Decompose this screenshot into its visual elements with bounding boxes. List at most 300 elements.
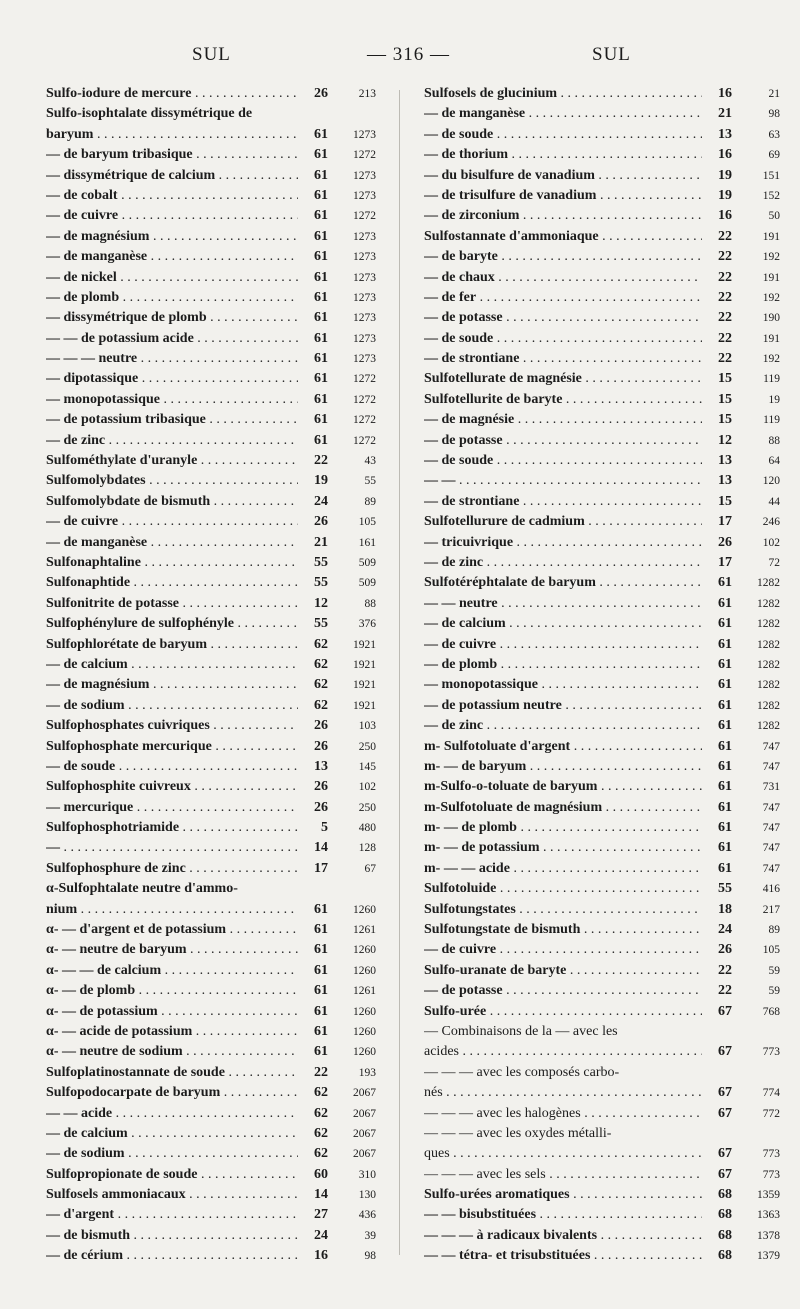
index-entry bbox=[424, 1044, 780, 1064]
entry-label: — de calcium . . . bbox=[46, 1126, 298, 1142]
entry-volume: 26 bbox=[314, 779, 328, 795]
entry-label: m-Sulfotoluate de magnésium . . . bbox=[424, 800, 702, 816]
entry-page: 67 bbox=[364, 862, 376, 875]
entry-label: — — — avec les composés carbo- bbox=[424, 1064, 620, 1080]
index-column-right bbox=[424, 86, 780, 1269]
index-entry bbox=[424, 637, 780, 657]
entry-page: 747 bbox=[762, 842, 780, 855]
entry-label: — — acide . . . bbox=[46, 1106, 298, 1122]
index-entry bbox=[424, 433, 780, 453]
entry-volume: 55 bbox=[314, 554, 328, 570]
entry-volume: 21 bbox=[718, 106, 732, 122]
entry-page: 1273 bbox=[353, 230, 376, 243]
entry-page: 1273 bbox=[353, 332, 376, 345]
entry-label: — du bisulfure de vanadium . . . bbox=[424, 168, 702, 184]
index-entry bbox=[424, 1106, 780, 1126]
entry-volume: 55 bbox=[314, 616, 328, 632]
entry-label: — de magnésium . . . bbox=[46, 229, 298, 245]
entry-page: 191 bbox=[762, 271, 780, 284]
entry-volume: 62 bbox=[314, 1105, 328, 1121]
index-entry bbox=[424, 473, 780, 493]
entry-label: — de cuivre . . . bbox=[46, 208, 298, 224]
entry-label: — de manganèse . . . bbox=[46, 535, 298, 551]
entry-volume: 16 bbox=[718, 147, 732, 163]
entry-label: — de potasse . . . bbox=[424, 983, 702, 999]
entry-volume: 67 bbox=[718, 1146, 732, 1162]
entry-volume: 62 bbox=[314, 636, 328, 652]
entry-label: — monopotassique . . . bbox=[424, 677, 702, 693]
entry-page: 1379 bbox=[757, 1250, 780, 1263]
entry-label: Sulfo-isophtalate dissymétrique de bbox=[46, 106, 253, 122]
entry-label: — de soude . . . bbox=[46, 759, 298, 775]
entry-label: Sulfo-urées aromatiques . . . bbox=[424, 1187, 702, 1203]
entry-volume: 26 bbox=[718, 534, 732, 550]
index-entry bbox=[424, 861, 780, 881]
entry-volume: 19 bbox=[718, 187, 732, 203]
entry-page: 1282 bbox=[757, 638, 780, 651]
index-entry bbox=[424, 86, 780, 106]
entry-volume: 22 bbox=[314, 1064, 328, 1080]
entry-page: 774 bbox=[762, 1087, 780, 1100]
entry-volume: 61 bbox=[314, 269, 328, 285]
entry-volume: 68 bbox=[718, 1227, 732, 1243]
entry-page: 105 bbox=[358, 516, 376, 529]
entry-page: 773 bbox=[762, 1168, 780, 1181]
entry-page: 102 bbox=[358, 781, 376, 794]
entry-volume: 62 bbox=[314, 1146, 328, 1162]
entry-page: 103 bbox=[358, 720, 376, 733]
entry-label: nium . . . bbox=[46, 902, 298, 918]
entry-label: — de calcium . . . bbox=[46, 657, 298, 673]
entry-volume: 27 bbox=[314, 1207, 328, 1223]
index-entry bbox=[46, 596, 376, 616]
page-header bbox=[0, 38, 800, 72]
entry-page: 190 bbox=[762, 312, 780, 325]
entry-page: 747 bbox=[762, 740, 780, 753]
index-entry bbox=[424, 983, 780, 1003]
index-entry bbox=[424, 514, 780, 534]
entry-page: 731 bbox=[762, 781, 780, 794]
entry-page: 89 bbox=[768, 924, 780, 937]
entry-volume: 68 bbox=[718, 1187, 732, 1203]
entry-label: Sulfophosphotriamide . . . bbox=[46, 820, 298, 836]
index-entry bbox=[424, 616, 780, 636]
index-entry bbox=[46, 453, 376, 473]
index-entry bbox=[424, 1126, 780, 1146]
entry-page: 416 bbox=[762, 883, 780, 896]
entry-volume: 60 bbox=[314, 1166, 328, 1182]
entry-label: Sulfophlorétate de baryum . . . bbox=[46, 637, 298, 653]
entry-label: — de baryum tribasique . . . bbox=[46, 147, 298, 163]
entry-page: 128 bbox=[358, 842, 376, 855]
entry-label: Sulfotellurure de cadmium . . . bbox=[424, 514, 702, 530]
entry-label: — de calcium . . . bbox=[424, 616, 702, 632]
entry-volume: 13 bbox=[718, 473, 732, 489]
entry-volume: 12 bbox=[718, 432, 732, 448]
index-entry bbox=[46, 1085, 376, 1105]
entry-volume: 61 bbox=[314, 1023, 328, 1039]
entry-volume: 26 bbox=[314, 718, 328, 734]
entry-page: 1260 bbox=[353, 1025, 376, 1038]
entry-volume: 61 bbox=[718, 820, 732, 836]
entry-page: 2067 bbox=[353, 1127, 376, 1140]
entry-volume: 67 bbox=[718, 1105, 732, 1121]
entry-volume: 24 bbox=[314, 1227, 328, 1243]
index-entry bbox=[424, 127, 780, 147]
index-entry bbox=[46, 535, 376, 555]
index-entry bbox=[424, 1024, 780, 1044]
entry-page: 105 bbox=[762, 944, 780, 957]
entry-label: Sulfotoluide . . . bbox=[424, 881, 702, 897]
entry-volume: 13 bbox=[718, 453, 732, 469]
index-entry bbox=[46, 1004, 376, 1024]
entry-volume: 67 bbox=[718, 1044, 732, 1060]
entry-page: 747 bbox=[762, 801, 780, 814]
index-entry bbox=[46, 820, 376, 840]
entry-label: Sulfoplatinostannate de soude . . . bbox=[46, 1065, 298, 1081]
entry-label: α- — d'argent et de potassium . . . bbox=[46, 922, 298, 938]
entry-label: — de cuivre . . . bbox=[424, 637, 702, 653]
index-entry bbox=[46, 351, 376, 371]
index-entry bbox=[424, 1228, 780, 1248]
entry-page: 1261 bbox=[353, 985, 376, 998]
entry-page: 59 bbox=[768, 985, 780, 998]
index-entry bbox=[424, 351, 780, 371]
entry-page: 119 bbox=[763, 414, 780, 427]
entry-page: 161 bbox=[358, 536, 376, 549]
index-entry bbox=[46, 127, 376, 147]
entry-page: 310 bbox=[358, 1168, 376, 1181]
entry-volume: 22 bbox=[718, 962, 732, 978]
entry-label: Sulfonaphtaline . . . bbox=[46, 555, 298, 571]
index-entry bbox=[46, 555, 376, 575]
entry-label: Sulfomolybdate de bismuth . . . bbox=[46, 494, 298, 510]
entry-label: — de zinc . . . bbox=[46, 433, 298, 449]
entry-page: 1921 bbox=[353, 638, 376, 651]
entry-label: — de fer . . . bbox=[424, 290, 702, 306]
entry-page: 509 bbox=[358, 577, 376, 590]
entry-label: — tricuivrique . . . bbox=[424, 535, 702, 551]
entry-page: 21 bbox=[768, 88, 780, 100]
entry-volume: 61 bbox=[314, 228, 328, 244]
entry-page: 1260 bbox=[353, 944, 376, 957]
entry-volume: 61 bbox=[314, 167, 328, 183]
entry-volume: 26 bbox=[314, 514, 328, 530]
entry-page: 120 bbox=[762, 475, 780, 488]
entry-page: 1272 bbox=[353, 414, 376, 427]
entry-volume: 61 bbox=[718, 840, 732, 856]
entry-volume: 61 bbox=[314, 289, 328, 305]
index-entry bbox=[46, 1207, 376, 1227]
entry-page: 59 bbox=[768, 964, 780, 977]
index-entry bbox=[46, 392, 376, 412]
entry-page: 102 bbox=[762, 536, 780, 549]
entry-volume: 61 bbox=[314, 147, 328, 163]
entry-volume: 62 bbox=[314, 697, 328, 713]
index-entry bbox=[424, 310, 780, 330]
entry-label: m- — de potassium . . . bbox=[424, 840, 702, 856]
entry-volume: 26 bbox=[718, 942, 732, 958]
entry-label: — de trisulfure de vanadium . . . bbox=[424, 188, 702, 204]
entry-label: — dissymétrique de calcium . . . bbox=[46, 168, 298, 184]
entry-label: Sulfomolybdates . . . bbox=[46, 473, 298, 489]
entry-volume: 22 bbox=[718, 269, 732, 285]
entry-label: Sulfotungstates . . . bbox=[424, 902, 702, 918]
entry-page: 250 bbox=[358, 740, 376, 753]
entry-label: α- — neutre de baryum . . . bbox=[46, 942, 298, 958]
entry-label: — — de potassium acide . . . bbox=[46, 331, 298, 347]
entry-label: m- — de baryum . . . bbox=[424, 759, 702, 775]
index-entry bbox=[424, 718, 780, 738]
entry-volume: 61 bbox=[718, 656, 732, 672]
entry-label: — — — avec les sels . . . bbox=[424, 1167, 702, 1183]
entry-label: — de soude . . . bbox=[424, 331, 702, 347]
entry-page: 152 bbox=[762, 189, 780, 202]
entry-label: ques . . . bbox=[424, 1146, 702, 1162]
index-entry bbox=[424, 1187, 780, 1207]
entry-label: Sulfotellurite de baryte . . . bbox=[424, 392, 702, 408]
index-entry bbox=[46, 514, 376, 534]
index-entry bbox=[46, 637, 376, 657]
entry-label: Sulfophosphite cuivreux . . . bbox=[46, 779, 298, 795]
entry-page: 130 bbox=[358, 1189, 376, 1202]
index-entry bbox=[424, 168, 780, 188]
entry-page: 72 bbox=[768, 556, 780, 569]
entry-volume: 61 bbox=[314, 922, 328, 938]
entry-volume: 68 bbox=[718, 1248, 732, 1264]
entry-volume: 61 bbox=[314, 187, 328, 203]
index-entry bbox=[424, 412, 780, 432]
entry-page: 1363 bbox=[757, 1209, 780, 1222]
index-entry bbox=[46, 249, 376, 269]
entry-page: 44 bbox=[768, 495, 780, 508]
entry-volume: 22 bbox=[718, 983, 732, 999]
page-number: — 316 — bbox=[367, 44, 450, 65]
entry-volume: 16 bbox=[718, 86, 732, 101]
entry-label: — de cuivre . . . bbox=[424, 942, 702, 958]
entry-page: 1260 bbox=[353, 1046, 376, 1059]
entry-label: α-Sulfophtalate neutre d'ammo- bbox=[46, 881, 238, 897]
index-entry bbox=[424, 1065, 780, 1085]
entry-volume: 15 bbox=[718, 412, 732, 428]
index-entry bbox=[424, 392, 780, 412]
entry-label: Sulfopodocarpate de baryum . . . bbox=[46, 1085, 298, 1101]
entry-volume: 26 bbox=[314, 738, 328, 754]
index-entry bbox=[46, 188, 376, 208]
entry-volume: 26 bbox=[314, 86, 328, 101]
entry-page: 192 bbox=[762, 353, 780, 366]
entry-label: — de magnésium . . . bbox=[46, 677, 298, 693]
entry-volume: 15 bbox=[718, 391, 732, 407]
entry-page: 19 bbox=[768, 393, 780, 406]
entry-page: 1921 bbox=[353, 699, 376, 712]
entry-volume: 22 bbox=[718, 249, 732, 265]
entry-page: 1282 bbox=[757, 720, 780, 733]
index-entry bbox=[424, 371, 780, 391]
entry-label: — de nickel . . . bbox=[46, 270, 298, 286]
entry-label: — de thorium . . . bbox=[424, 147, 702, 163]
entry-page: 1359 bbox=[757, 1189, 780, 1202]
index-entry bbox=[424, 555, 780, 575]
index-entry bbox=[46, 861, 376, 881]
entry-label: Sulfophosphates cuivriques . . . bbox=[46, 718, 298, 734]
entry-volume: 22 bbox=[718, 330, 732, 346]
index-entry bbox=[424, 739, 780, 759]
index-entry bbox=[424, 575, 780, 595]
entry-page: 2067 bbox=[353, 1107, 376, 1120]
entry-volume: 55 bbox=[314, 575, 328, 591]
entry-label: Sulfosels de glucinium . . . bbox=[424, 86, 702, 102]
entry-label: Sulfo-urée . . . bbox=[424, 1004, 702, 1020]
entry-label: Sulfophosphure de zinc . . . bbox=[46, 861, 298, 877]
index-entry bbox=[424, 1248, 780, 1268]
entry-page: 151 bbox=[762, 169, 780, 182]
entry-label: — de strontiane . . . bbox=[424, 494, 702, 510]
entry-volume: 61 bbox=[314, 942, 328, 958]
entry-page: 768 bbox=[762, 1005, 780, 1018]
entry-volume: 55 bbox=[718, 881, 732, 897]
entry-volume: 19 bbox=[314, 473, 328, 489]
index-entry bbox=[424, 208, 780, 228]
entry-volume: 22 bbox=[718, 351, 732, 367]
entry-volume: 61 bbox=[718, 697, 732, 713]
entry-volume: 61 bbox=[314, 126, 328, 142]
entry-volume: 61 bbox=[314, 391, 328, 407]
entry-volume: 61 bbox=[314, 310, 328, 326]
entry-volume: 61 bbox=[314, 962, 328, 978]
entry-volume: 15 bbox=[718, 493, 732, 509]
entry-volume: 21 bbox=[314, 534, 328, 550]
entry-volume: 61 bbox=[718, 860, 732, 876]
entry-label: Sulfotellurate de magnésie . . . bbox=[424, 371, 702, 387]
index-entry bbox=[46, 677, 376, 697]
index-entry bbox=[46, 616, 376, 636]
entry-volume: 61 bbox=[718, 738, 732, 754]
entry-label: — de zinc . . . bbox=[424, 555, 702, 571]
index-entry bbox=[46, 106, 376, 126]
entry-volume: 22 bbox=[718, 228, 732, 244]
entry-page: 1272 bbox=[353, 434, 376, 447]
entry-label: α- — de potassium . . . bbox=[46, 1004, 298, 1020]
index-entry bbox=[46, 433, 376, 453]
entry-page: 213 bbox=[358, 88, 376, 100]
index-entry bbox=[46, 922, 376, 942]
entry-page: 1282 bbox=[757, 699, 780, 712]
entry-volume: 67 bbox=[718, 1003, 732, 1019]
entry-page: 1282 bbox=[757, 597, 780, 610]
entry-volume: 24 bbox=[314, 493, 328, 509]
entry-label: — — — neutre . . . bbox=[46, 351, 298, 367]
entry-volume: 62 bbox=[314, 1085, 328, 1101]
entry-volume: 62 bbox=[314, 656, 328, 672]
entry-label: acides . . . bbox=[424, 1044, 702, 1060]
entry-volume: 61 bbox=[314, 351, 328, 367]
index-entry bbox=[46, 412, 376, 432]
entry-volume: 61 bbox=[718, 616, 732, 632]
entry-page: 480 bbox=[358, 822, 376, 835]
entry-page: 1272 bbox=[353, 393, 376, 406]
index-entry bbox=[424, 1146, 780, 1166]
entry-label: — d'argent . . . bbox=[46, 1207, 298, 1223]
entry-label: baryum . . . bbox=[46, 127, 298, 143]
index-entry bbox=[424, 1085, 780, 1105]
entry-volume: 18 bbox=[718, 901, 732, 917]
entry-label: Sulfo-uranate de baryte . . . bbox=[424, 963, 702, 979]
entry-volume: 61 bbox=[314, 412, 328, 428]
entry-page: 1273 bbox=[353, 189, 376, 202]
entry-page: 98 bbox=[364, 1250, 376, 1263]
entry-label: — de plomb . . . bbox=[424, 657, 702, 673]
entry-label: Sulfopropionate de soude . . . bbox=[46, 1167, 298, 1183]
entry-label: — de chaux . . . bbox=[424, 270, 702, 286]
entry-label: m- — — acide . . . bbox=[424, 861, 702, 877]
entry-volume: 61 bbox=[314, 1044, 328, 1060]
index-entry bbox=[424, 1167, 780, 1187]
index-entry bbox=[424, 779, 780, 799]
entry-page: 1282 bbox=[757, 658, 780, 671]
entry-page: 1273 bbox=[353, 291, 376, 304]
index-entry bbox=[46, 229, 376, 249]
entry-volume: 61 bbox=[718, 799, 732, 815]
entry-page: 1260 bbox=[353, 903, 376, 916]
entry-page: 773 bbox=[762, 1148, 780, 1161]
entry-label: Sulfotungstate de bismuth . . . bbox=[424, 922, 702, 938]
index-entry bbox=[424, 1004, 780, 1024]
entry-volume: 22 bbox=[314, 453, 328, 469]
index-entry bbox=[46, 371, 376, 391]
entry-page: 1273 bbox=[353, 271, 376, 284]
entry-page: 43 bbox=[364, 455, 376, 468]
entry-page: 88 bbox=[768, 434, 780, 447]
index-entry bbox=[424, 800, 780, 820]
entry-page: 1378 bbox=[757, 1229, 780, 1242]
entry-label: Sulfonaphtide . . . bbox=[46, 575, 298, 591]
entry-volume: 61 bbox=[314, 1003, 328, 1019]
entry-label: — — bisubstituées . . . bbox=[424, 1207, 702, 1223]
entry-volume: 14 bbox=[314, 840, 328, 856]
index-entry bbox=[424, 657, 780, 677]
entry-label: — de cobalt . . . bbox=[46, 188, 298, 204]
entry-page: 250 bbox=[358, 801, 376, 814]
entry-label: — de soude . . . bbox=[424, 127, 702, 143]
entry-volume: 61 bbox=[314, 983, 328, 999]
entry-page: 1282 bbox=[757, 577, 780, 590]
entry-page: 1921 bbox=[353, 679, 376, 692]
entry-page: 1921 bbox=[353, 658, 376, 671]
entry-label: Sulfosels ammoniacaux . . . bbox=[46, 1187, 298, 1203]
index-entry bbox=[424, 188, 780, 208]
index-entry bbox=[424, 290, 780, 310]
entry-label: — — — avec les halogènes . . . bbox=[424, 1106, 702, 1122]
entry-volume: 24 bbox=[718, 922, 732, 938]
entry-label: — dissymétrique de plomb . . . bbox=[46, 310, 298, 326]
entry-volume: 61 bbox=[718, 595, 732, 611]
entry-volume: 19 bbox=[718, 167, 732, 183]
entry-page: 747 bbox=[762, 862, 780, 875]
index-entry bbox=[46, 494, 376, 514]
entry-page: 1273 bbox=[353, 128, 376, 141]
index-entry bbox=[46, 290, 376, 310]
index-entry bbox=[46, 1106, 376, 1126]
index-entry bbox=[46, 208, 376, 228]
entry-label: Sulfonitrite de potasse . . . bbox=[46, 596, 298, 612]
entry-page: 1261 bbox=[353, 924, 376, 937]
entry-volume: 61 bbox=[314, 330, 328, 346]
entry-page: 50 bbox=[768, 210, 780, 223]
entry-page: 98 bbox=[768, 108, 780, 121]
header-right-keyword: SUL bbox=[592, 44, 631, 65]
entry-label: — de potassium neutre . . . bbox=[424, 698, 702, 714]
